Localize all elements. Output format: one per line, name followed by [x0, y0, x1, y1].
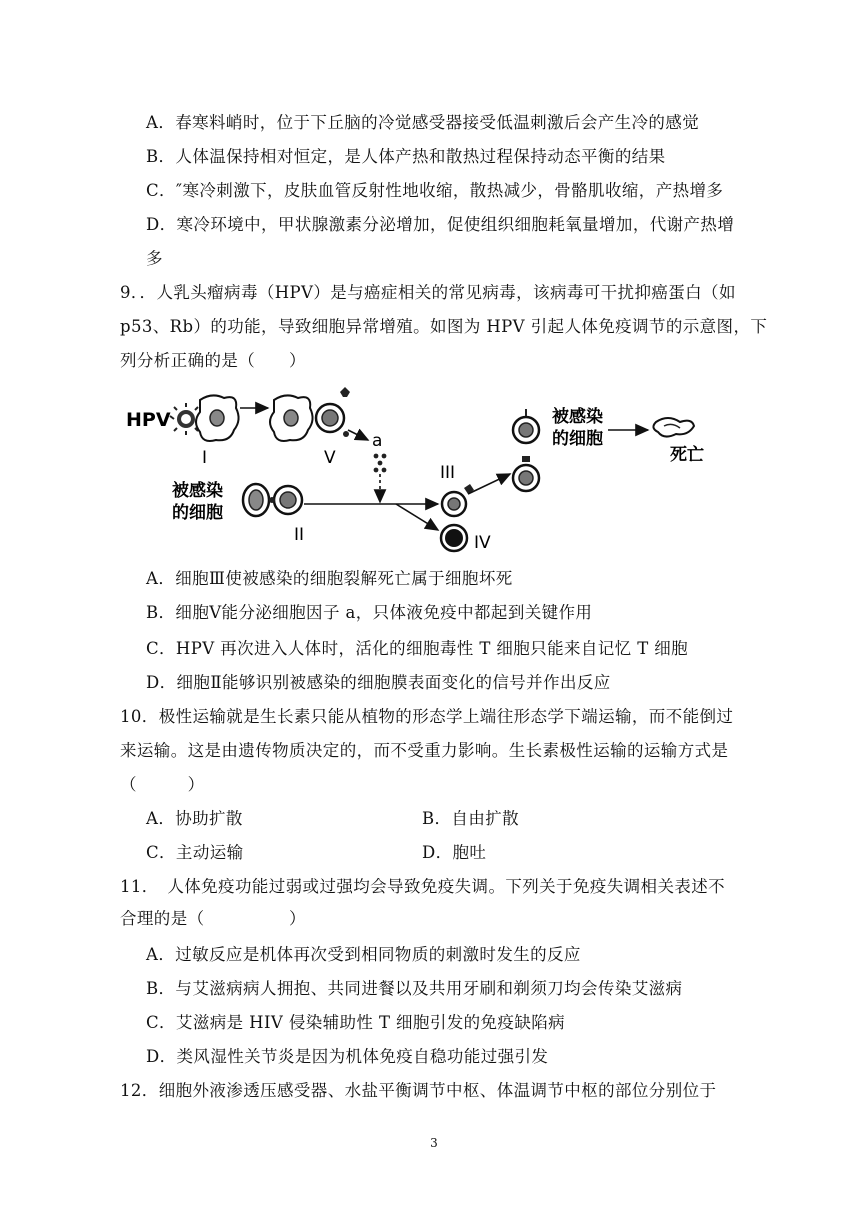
q11-option-b: B．与艾滋病病人拥抱、共同进餐以及共用牙刷和剃须刀均会传染艾滋病 [146, 979, 683, 998]
infected-cell-label-left-2: 的细胞 [172, 503, 223, 523]
antigen-presenting-cell-icon [270, 395, 313, 441]
q10-option-c: C．主动运输 [146, 843, 244, 862]
q10-stem-line-1: 10．极性运输就是生长素只能从植物的形态学上端往形态学下端运输，而不能倒过 [120, 707, 734, 726]
cell-ii-icon [269, 486, 302, 514]
cell-v-label: V [324, 448, 336, 468]
q8-option-d-continued: 多 [146, 249, 163, 268]
dead-cell-icon [653, 418, 694, 437]
infected-cell-label-top-1: 被感染 [552, 407, 603, 427]
q8-option-a: A．春寒料峭时，位于下丘脑的冷觉感受器接受低温刺激后会产生冷的感觉 [146, 113, 700, 132]
q9-option-b: B．细胞Ⅴ能分泌细胞因子 a，只体液免疫中都起到关键作用 [146, 603, 593, 622]
q11-stem-line-2: 合理的是（ ） [120, 909, 306, 928]
q8-option-c: C．″寒冷刺激下，皮肤血管反射性地收缩，散热减少，骨骼肌收缩，产热增多 [146, 181, 724, 200]
q9-stem-line-2: p53、Rb）的功能，导致细胞异常增殖。如图为 HPV 引起人体免疫调节的示意图，下 [120, 317, 768, 336]
infected-cell-icon [243, 484, 269, 516]
q10-option-a: A．协助扩散 [146, 809, 243, 828]
cytokine-dots [374, 454, 387, 473]
cell-iv-icon [441, 525, 467, 551]
q9-option-a: A．细胞Ⅲ使被感染的细胞裂解死亡属于细胞坏死 [146, 569, 513, 588]
q12-stem-line-1: 12．细胞外液渗透压感受器、水盐平衡调节中枢、体温调节中枢的部位分别位于 [120, 1081, 717, 1100]
q11-option-d: D．类风湿性关节炎是因为机体免疫自稳功能过强引发 [146, 1047, 549, 1066]
infected-cell-label-left-1: 被感染 [172, 481, 223, 501]
q11-stem-line-1: 11． 人体免疫功能过弱或过强均会导致免疫失调。下列关于免疫失调相关表述不 [120, 877, 726, 896]
q9-stem-line-1: 9．．人乳头瘤病毒（HPV）是与癌症相关的常见病毒，该病毒可干扰抑癌蛋白（如 [120, 283, 736, 302]
q8-option-d: D．寒冷环境中，甲状腺激素分泌增加，促使组织细胞耗氧量增加，代谢产热增 [146, 215, 735, 234]
cell-i-label: I [202, 448, 208, 468]
cell-ii-label: II [294, 525, 305, 545]
cell-iii-icon [442, 484, 474, 516]
cell-iv-label: IV [474, 533, 491, 553]
hpv-label: HPV [126, 409, 171, 431]
cytokine-a-label: a [372, 431, 383, 451]
hpv-immune-diagram [120, 378, 740, 558]
page-number: 3 [430, 1136, 438, 1150]
q10-stem-line-3: （ ） [120, 775, 205, 794]
cytotoxic-t-cell-icon [513, 456, 539, 491]
q9-option-c: C．HPV 再次进入人体时，活化的细胞毒性 T 细胞只能来自记忆 T 细胞 [146, 639, 689, 658]
q8-option-b: B．人体温保持相对恒定，是人体产热和散热过程保持动态平衡的结果 [146, 147, 666, 166]
q9-option-d: D．细胞Ⅱ能够识别被感染的细胞膜表面变化的信号并作出反应 [146, 673, 611, 692]
q9-stem-line-3: 列分析正确的是（ ） [120, 351, 306, 370]
q11-option-c: C．艾滋病是 HIV 侵染辅助性 T 细胞引发的免疫缺陷病 [146, 1013, 566, 1032]
q10-option-d: D．胞吐 [422, 843, 487, 862]
cell-iii-label: III [440, 463, 456, 483]
cell-v-icon [316, 387, 350, 437]
q10-stem-line-2: 来运输。这是由遗传物质决定的，而不受重力影响。生长素极性运输的运输方式是 [120, 741, 729, 760]
infected-cell-label-top-2: 的细胞 [552, 429, 603, 449]
death-label: 死亡 [670, 445, 704, 465]
cell-i-icon [196, 395, 239, 441]
q10-option-b: B．自由扩散 [422, 809, 520, 828]
q11-option-a: A．过敏反应是机体再次受到相同物质的刺激时发生的反应 [146, 945, 581, 964]
target-infected-cell-icon [513, 409, 539, 443]
